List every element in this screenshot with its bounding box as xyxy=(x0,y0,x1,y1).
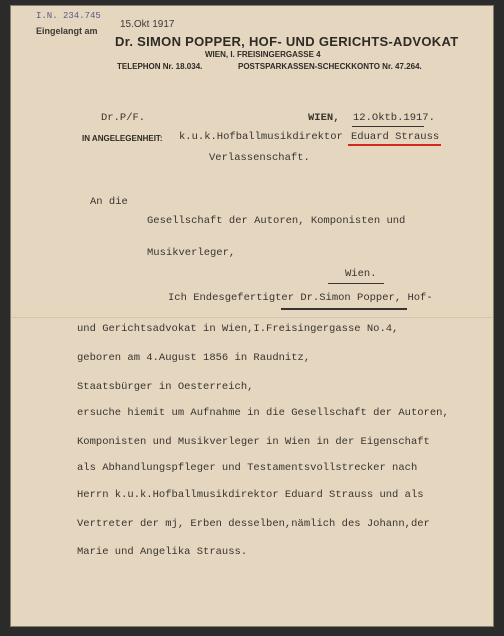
letterhead-name: Dr. SIMON POPPER, HOF- UND GERICHTS-ADVOKAT xyxy=(115,34,459,49)
body-line-8: Herrn k.u.k.Hofballmusikdirektor Eduard Strauss und als xyxy=(77,489,424,501)
inventory-stamp: I.N. 234.745 xyxy=(36,11,101,21)
reference: Dr.P/F. xyxy=(101,112,146,124)
letterhead-telephone: TELEPHON Nr. 18.034. xyxy=(117,62,203,71)
recipient-line3: Musikverleger, xyxy=(147,247,236,259)
paper-fold xyxy=(10,317,494,318)
body-line-6: Komponisten und Musikverleger in Wien in der Eigenschaft xyxy=(77,436,430,448)
letter-date: 12.Oktb.1917. xyxy=(353,112,435,124)
body-line-9: Vertreter der mj, Erben desselben,nämlich des Johann,der xyxy=(77,518,430,530)
subject-red-underline xyxy=(348,144,441,146)
subject-name: Eduard Strauss xyxy=(351,131,440,143)
place: WIEN, xyxy=(308,112,340,124)
subject-label: IN ANGELEGENHEIT: xyxy=(82,134,163,143)
body-line-10: Marie und Angelika Strauss. xyxy=(77,546,248,558)
recipient-line1: An die xyxy=(90,196,128,208)
body-line-2: und Gerichtsadvokat in Wien,I.Freisingergasse No.4, xyxy=(77,323,399,335)
body-line-4: Staatsbürger in Oesterreich, xyxy=(77,381,254,393)
letter-page xyxy=(10,5,494,627)
letterhead-account: POSTSPARKASSEN-SCHECKKONTO Nr. 47.264. xyxy=(238,62,422,71)
received-label: Eingelangt am xyxy=(36,26,98,36)
received-date: 15.Okt 1917 xyxy=(120,19,175,30)
body-line-7: als Abhandlungspfleger und Testamentsvollstrecker nach xyxy=(77,462,418,474)
subject-line2: Verlassenschaft. xyxy=(209,152,310,164)
subject-prefix: k.u.k.Hofballmusikdirektor xyxy=(179,131,343,143)
letterhead-address: WIEN, I. FREISINGERGASSE 4 xyxy=(205,50,321,59)
body-line-1: Ich Endesgefertigter Dr.Simon Popper, Hof- xyxy=(168,292,433,304)
signer-underline xyxy=(281,308,407,310)
recipient-line4: Wien. xyxy=(345,268,377,280)
body-line-3: geboren am 4.August 1856 in Raudnitz, xyxy=(77,352,311,364)
body-line-5: ersuche hiemit um Aufnahme in die Gesellschaft der Autoren, xyxy=(77,407,449,419)
recipient-line2: Gesellschaft der Autoren, Komponisten und xyxy=(147,215,406,227)
date-underline xyxy=(352,126,424,127)
recipient-underline xyxy=(328,283,384,284)
